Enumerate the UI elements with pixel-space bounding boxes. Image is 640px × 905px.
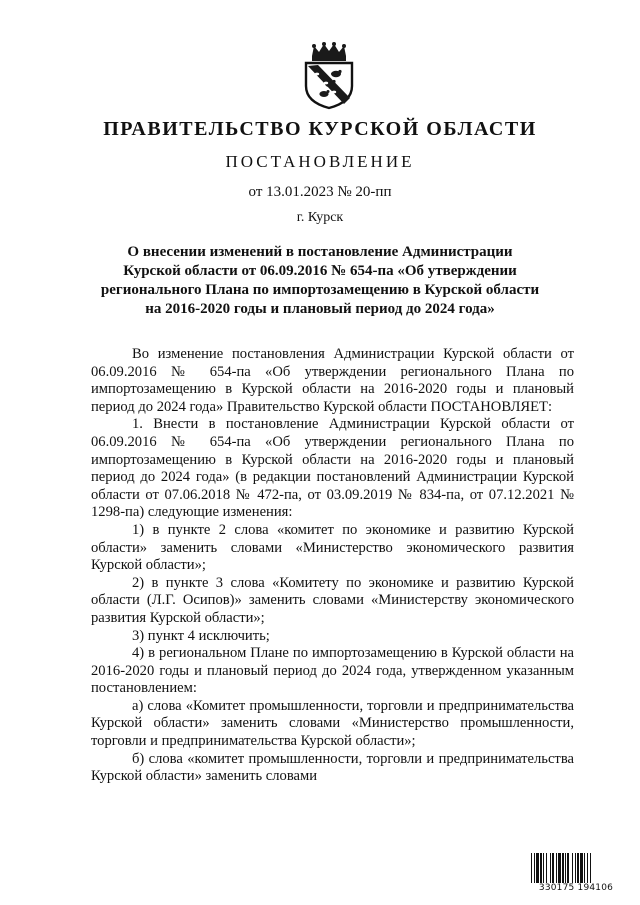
document-date-number: от 13.01.2023 № 20-пп (248, 184, 392, 200)
document-subject: О внесении изменений в постановление Администрации Курской области от 06.09.2016 № 654-па «Об утверждении регионального Плана по импортозамещению в Курской области на 2016-2020 годы и плановый период до 2024 года» (100, 244, 540, 317)
body-paragraph: 1) в пункте 2 слова «комитет по экономике и развитию Курской области» заменить словами «Министерство экономического развития Курской области»; (91, 521, 574, 574)
barcode-bar (565, 853, 566, 885)
document-type: ПОСТАНОВЛЕНИЕ (225, 152, 415, 171)
body-paragraph: 2) в пункте 3 слова «Комитету по экономике и развитию Курской области (Л.Г. Осипов)» заменить словами «Министерству экономического развития Курской области»; (91, 574, 574, 626)
barcode (531, 853, 621, 895)
barcode-bar (534, 853, 535, 885)
body-paragraph: 4) в региональном Плане по импортозамещению в Курской области на 2016-2020 годы и плановый период до 2024 года, утвержденном указанным постановлением: (91, 645, 574, 697)
barcode-bar (558, 853, 561, 885)
government-title: ПРАВИТЕЛЬСТВО КУРСКОЙ ОБЛАСТИ (103, 118, 537, 140)
barcode-bar (550, 853, 551, 885)
body-paragraph: а) слова «Комитет промышленности, торговли и предпринимательства Курской области» заменить словами «Министерство промышленности, торговли и предпринимательства Курской области»; (91, 697, 574, 750)
barcode-bar (531, 853, 532, 885)
document-city: г. Курск (296, 210, 344, 225)
body-paragraph: Во изменение постановления Администрации Курской области от 06.09.2016 № 654-па «Об утверждении регионального Плана по импортозамещению в Курской области на 2016-2020 годы и плановый период до 2024 года» Правительство Курской области ПОСТАНОВЛЯЕТ: (91, 346, 574, 415)
barcode-bar (546, 853, 547, 885)
barcode-bar (590, 853, 591, 885)
barcode-bar (587, 853, 588, 885)
barcode-bar (543, 853, 544, 885)
body-paragraph: 3) пункт 4 исключить; (132, 627, 270, 644)
barcode-bar (540, 853, 542, 885)
barcode-bar (572, 853, 573, 885)
barcode-bar (536, 853, 539, 885)
barcode-bar (567, 853, 569, 885)
barcode-bar (562, 853, 564, 885)
barcode-bar (584, 853, 585, 885)
barcode-bar (575, 853, 576, 885)
body-paragraph: б) слова «комитет промышленности, торговли и предпринимательства Курской области» заменить словами (91, 750, 574, 785)
barcode-bar (580, 853, 583, 885)
body-paragraph: 1. Внести в постановление Администрации Курской области от 06.09.2016 № 654-па «Об утверждении регионального Плана по импортозамещению в Курской области на 2016-2020 годы и плановый период до 2024 года» (в редакции постановлений Администрации Курской области от 07.06.2018 № 472-па, от 03.09.2019 № 834-па, от 07.12.2021 № 1298-па) следующие изменения: (91, 416, 574, 521)
document-body (91, 346, 574, 786)
barcode-bar (552, 853, 554, 885)
barcode-number: 330175 194106 (531, 883, 621, 893)
barcode-bar (577, 853, 579, 885)
kursk-coat-of-arms-icon (300, 42, 358, 110)
barcode-bar (556, 853, 557, 885)
barcode-bars-icon (531, 853, 621, 885)
